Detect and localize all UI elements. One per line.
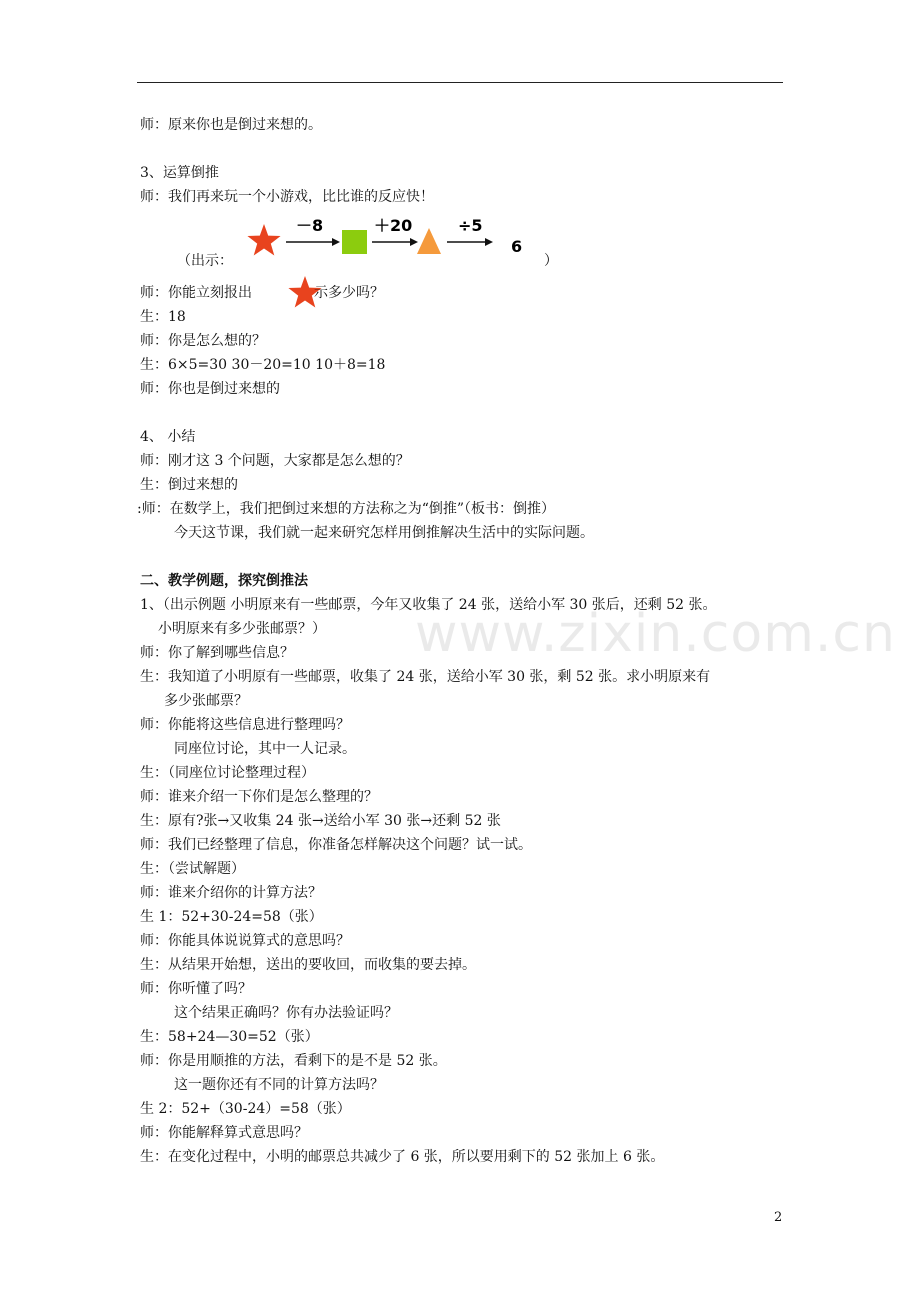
arrow-icon <box>410 238 418 246</box>
text-line: 师：你了解到哪些信息？ <box>140 645 294 661</box>
text-line: 师：你能立刻报出 <box>140 285 252 301</box>
square-icon <box>342 230 367 254</box>
text-line: 师：我们已经整理了信息，你准备怎样解决这个问题？试一试。 <box>140 837 532 853</box>
text-line: 生：倒过来想的 <box>140 477 238 493</box>
result-value: 6 <box>511 237 523 256</box>
text-line: 师：原来你也是倒过来想的。 <box>140 117 322 133</box>
section-heading: 二、教学例题，探究倒推法 <box>140 573 308 589</box>
text-line: 师：我们再来玩一个小游戏，比比谁的反应快！ <box>140 189 434 205</box>
text-line: 今天这节课，我们就一起来研究怎样用倒推解决生活中的实际问题。 <box>174 525 594 541</box>
text-line: 生：（尝试解题） <box>140 861 245 877</box>
text-line: 1、（出示例题 小明原来有一些邮票，今年又收集了 24 张，送给小军 30 张后，还剩 52 张。 <box>140 597 717 613</box>
header-rule <box>137 82 783 83</box>
text-line: 师：谁来介绍你的计算方法？ <box>140 885 322 901</box>
text-line: :师：在数学上，我们把倒过来想的方法称之为“倒推”（板书：倒推） <box>137 501 556 517</box>
text-line: 生：18 <box>140 309 186 325</box>
text-line: 师：你也是倒过来想的 <box>140 381 280 397</box>
section-heading: 4、 小结 <box>140 429 196 445</box>
text-line: 小明原来有多少张邮票？） <box>158 621 326 637</box>
arrow-icon <box>332 238 340 246</box>
text-line: 师：谁来介绍一下你们是怎么整理的？ <box>140 789 378 805</box>
text-line: 生：我知道了小明原有一些邮票，收集了 24 张，送给小军 30 张，剩 52 张。求小明原来有 <box>140 669 711 685</box>
operation-label: ＋20 <box>374 216 413 235</box>
text-line: 多少张邮票？ <box>164 693 248 709</box>
text-line: 生：6×5=30 30－20=10 10＋8=18 <box>140 357 386 373</box>
operation-chain-diagram <box>240 214 540 266</box>
text-line: 生：从结果开始想，送出的要收回，而收集的要去掉。 <box>140 957 476 973</box>
page-number: 2 <box>774 1210 783 1225</box>
text-line: 师：刚才这 3 个问题，大家都是怎么想的？ <box>140 453 410 469</box>
section-heading: 3、运算倒推 <box>140 165 219 181</box>
operation-label: －8 <box>296 216 324 235</box>
text-line: 这个结果正确吗？你有办法验证吗？ <box>174 1005 398 1021</box>
arrow-icon <box>485 238 493 246</box>
text-line: （出示： <box>177 253 233 269</box>
text-line: 这一题你还有不同的计算方法吗？ <box>174 1077 384 1093</box>
text-line: ） <box>544 253 558 269</box>
text-line: 同座位讨论，其中一人记录。 <box>174 741 356 757</box>
text-line: 生 2：52+（30-24）=58（张） <box>140 1101 351 1117</box>
text-line: 师：你能将这些信息进行整理吗？ <box>140 717 350 733</box>
text-line: 示多少吗？ <box>314 285 384 301</box>
text-line: 师：你能具体说说算式的意思吗？ <box>140 933 350 949</box>
triangle-icon <box>417 228 441 254</box>
text-line: 生：（同座位讨论整理过程） <box>140 765 315 781</box>
text-line: 生：在变化过程中，小明的邮票总共减少了 6 张，所以要用剩下的 52 张加上 6 张。 <box>140 1149 665 1165</box>
text-line: 生 1：52+30-24=58（张） <box>140 909 323 925</box>
text-line: 师：你能解释算式意思吗？ <box>140 1125 308 1141</box>
watermark: www.zixin.com.cn <box>415 604 896 664</box>
operation-label: ÷5 <box>458 216 483 235</box>
text-line: 生：58+24—30=52（张） <box>140 1029 319 1045</box>
text-line: 师：你是用顺推的方法，看剩下的是不是 52 张。 <box>140 1053 447 1069</box>
text-line: 师：你听懂了吗？ <box>140 981 252 997</box>
star-icon <box>247 224 280 256</box>
text-line: 生：原有?张→又收集 24 张→送给小军 30 张→还剩 52 张 <box>140 813 501 829</box>
text-line: 师：你是怎么想的？ <box>140 333 266 349</box>
